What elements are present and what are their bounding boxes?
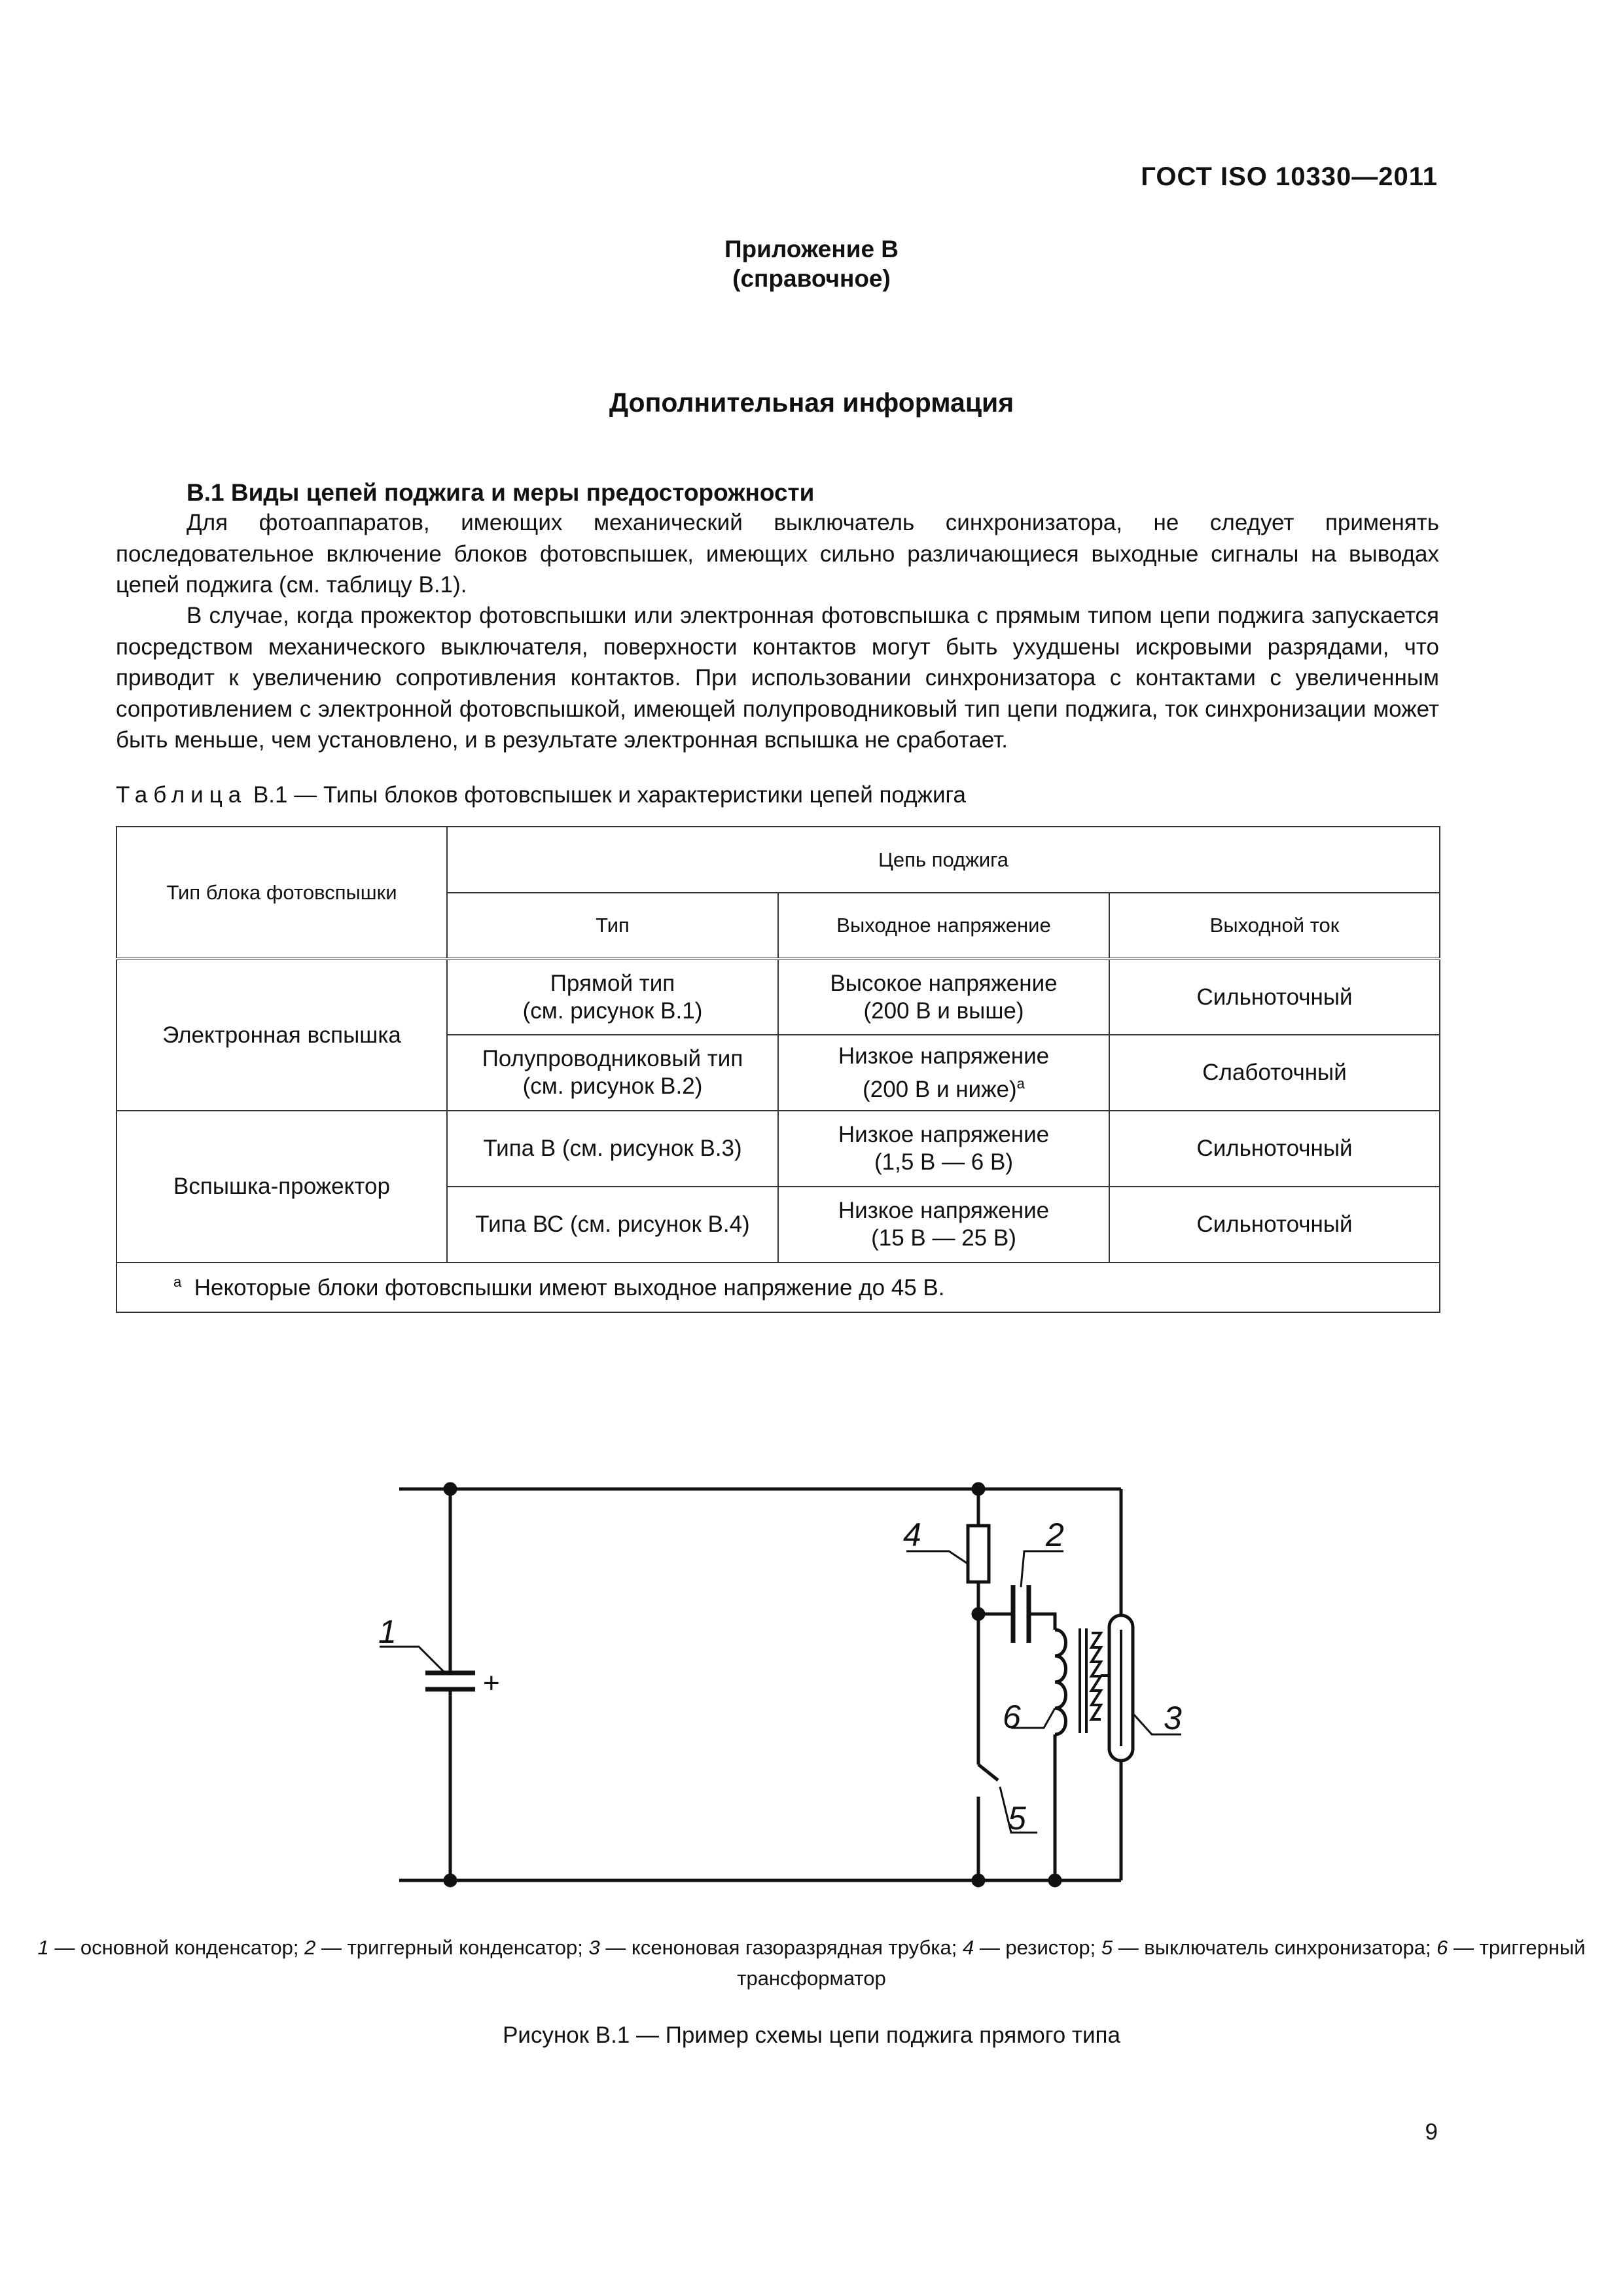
group-name: Вспышка-прожектор — [116, 1111, 447, 1263]
cell-type: Типа В (см. рисунок В.3) — [447, 1111, 778, 1187]
label-6: 6 — [1003, 1698, 1021, 1735]
label-1: 1 — [378, 1613, 397, 1650]
footnote-ref: а — [1016, 1075, 1025, 1092]
cell-current: Сильноточный — [1109, 1187, 1440, 1263]
page-heading: Дополнительная информация — [609, 387, 1014, 418]
paragraph-2: В случае, когда прожектор фотовспышки или электронная фотовспышка с прямым типом цепи поджига запускается посредством механического выключателя, поверхности контактов могут быть ухудшены искровыми разрядами, что приводит к увеличению сопротивления контактов. При использовании синхронизатора с контактами с увеличенным сопротивлением с электронной фотовспышкой, имеющей полупроводниковый тип цепи поджига, ток синхронизации может быть меньше, чем установлено, и в результате электронная вспышка не сработает. — [116, 603, 1439, 753]
junction-dot — [973, 1609, 984, 1619]
label-3: 3 — [1164, 1700, 1182, 1736]
resistor — [968, 1526, 989, 1582]
cell-type: Полупроводниковый тип (см. рисунок В.2) — [447, 1035, 778, 1111]
cell-voltage: Высокое напряжение (200 В и выше) — [778, 959, 1109, 1035]
transformer-primary — [1055, 1630, 1066, 1734]
junction-dot — [445, 1875, 455, 1886]
cell-voltage: Низкое напряжение (15 В — 25 В) — [778, 1187, 1109, 1263]
leader-4 — [906, 1551, 969, 1564]
cell-type: Типа ВС (см. рисунок В.4) — [447, 1187, 778, 1263]
appendix-status: (справочное) — [732, 265, 891, 292]
cell-type: Прямой тип (см. рисунок В.1) — [447, 959, 778, 1035]
leader-2 — [1021, 1551, 1063, 1587]
header-circuit: Цепь поджига — [447, 827, 1440, 893]
figure-legend: 1 — основной конденсатор; 2 — триггерный конденсатор; 3 — ксеноновая газоразрядная трубка; 4 — резистор; 5 — выключатель синхронизатора; 6 — триггерный трансформатор — [37, 1936, 1586, 1990]
standard-number: ГОСТ ISO 10330—2011 — [1141, 162, 1438, 191]
cell-voltage: Низкое напряжение (200 В и ниже)$^а$ — [778, 1035, 1109, 1111]
sync-switch — [978, 1765, 998, 1780]
cell-current: Сильноточный — [1109, 1111, 1440, 1187]
table-footnote: $^а$ Некоторые блоки фотовспышки имеют выходное напряжение до 45 В. — [116, 1263, 1440, 1312]
cell-voltage: Низкое напряжение (1,5 В — 6 В) — [778, 1111, 1109, 1187]
header-unit-type: Тип блока фотовспышки — [116, 827, 447, 959]
label-5: 5 — [1008, 1800, 1026, 1837]
junction-dot — [973, 1875, 984, 1886]
label-4: 4 — [903, 1516, 921, 1553]
section-title: В.1 Виды цепей поджига и меры предосторожности — [187, 479, 815, 506]
transformer-secondary — [1092, 1633, 1101, 1719]
leader-1 — [380, 1647, 445, 1673]
label-2: 2 — [1046, 1516, 1064, 1553]
trigger-cap-out — [1029, 1614, 1055, 1630]
junction-dot — [1050, 1875, 1060, 1886]
cell-current: Слаботочный — [1109, 1035, 1440, 1111]
polarity-plus: + — [483, 1667, 500, 1699]
paragraph-1: Для фотоаппаратов, имеющих механический выключатель синхронизатора, не следует применять последовательное включение блоков фотовспышек, имеющих сильно различающиеся выходные сигналы на выводах цепей поджига (см. таблицу В.1). — [116, 510, 1439, 598]
header-current: Выходной ток — [1109, 893, 1440, 959]
header-voltage: Выходное напряжение — [778, 893, 1109, 959]
appendix-title: Приложение В — [724, 236, 899, 262]
header-type: Тип — [447, 893, 778, 959]
page-number: 9 — [1425, 2119, 1438, 2145]
group-name: Электронная вспышка — [116, 959, 447, 1111]
figure-caption: Рисунок В.1 — Пример схемы цепи поджига прямого типа — [503, 2022, 1120, 2048]
junction-dot — [445, 1484, 455, 1494]
table-caption: Таблица В.1 — Типы блоков фотовспышек и характеристики цепей поджига — [116, 782, 966, 808]
junction-dot — [973, 1484, 984, 1494]
cell-current: Сильноточный — [1109, 959, 1440, 1035]
